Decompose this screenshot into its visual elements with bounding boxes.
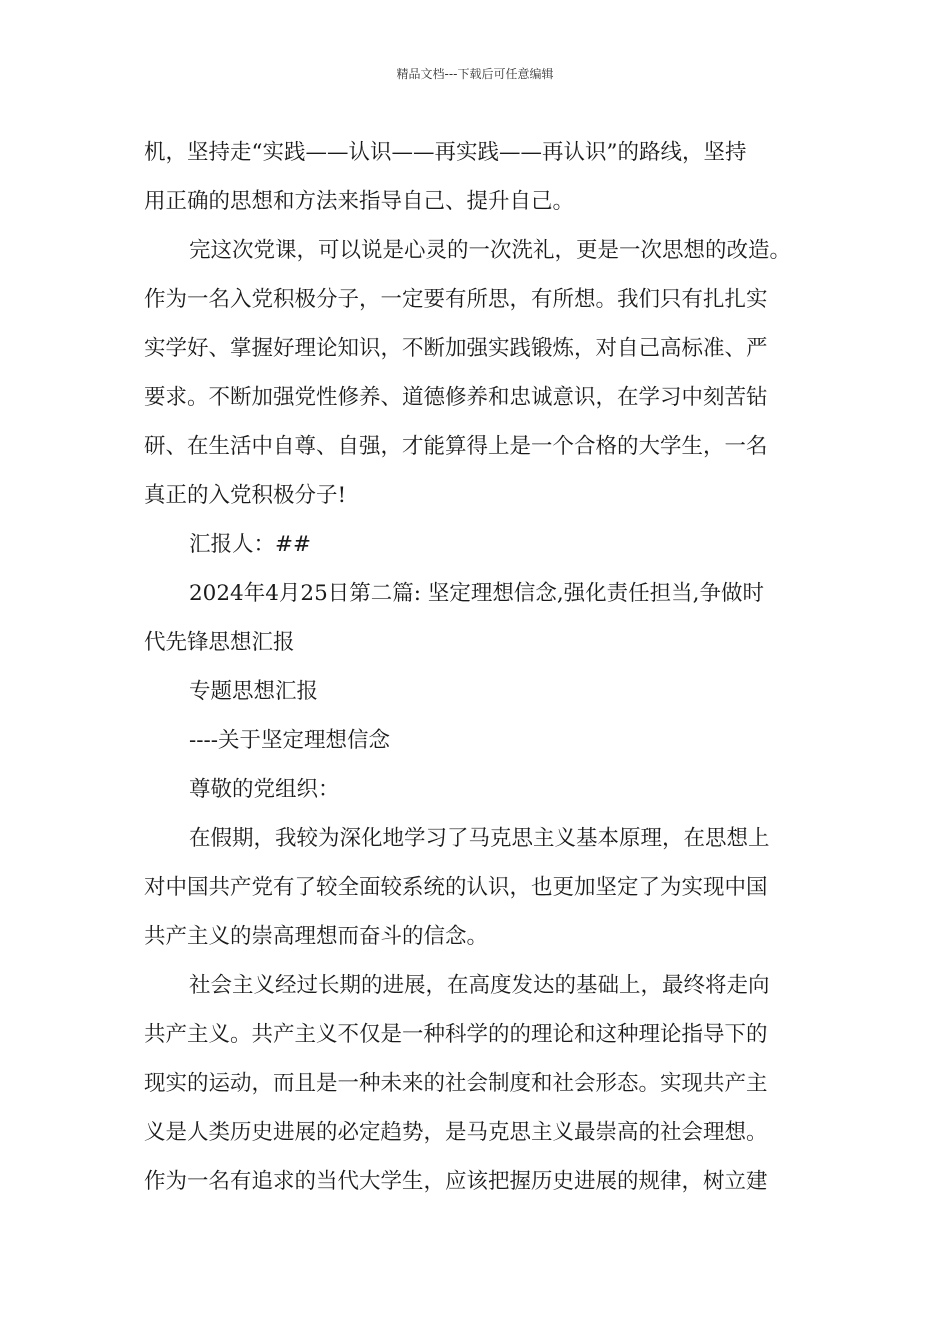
- text-line-16: 对中国共产党有了较全面较系统的认识，也更加坚定了为实现中国: [144, 875, 768, 900]
- text-line-4: 作为一名入党积极分子，一定要有所思，有所想。我们只有扎扎实: [144, 287, 768, 312]
- page-header: 精品文档---下载后可任意编辑: [396, 67, 554, 81]
- text-line-17: 共产主义的崇高理想而奋斗的信念。: [144, 924, 489, 949]
- text-line-2: 用正确的思想和方法来指导自己、提升自己。: [144, 189, 575, 214]
- text-line-18: 社会主义经过长期的进展，在高度发达的基础上，最终将走向: [189, 973, 770, 998]
- text-line-8: 真正的入党积极分子!: [144, 483, 347, 508]
- text-line-7: 研、在生活中自尊、自强，才能算得上是一个合格的大学生，一名: [144, 434, 768, 459]
- section-title: 专题思想汇报: [189, 679, 319, 704]
- text-line-21: 义是人类历史进展的必定趋势，是马克思主义最崇高的社会理想。: [144, 1120, 768, 1145]
- text-line-20: 现实的运动，而且是一种未来的社会制度和社会形态。实现共产主: [144, 1071, 768, 1096]
- text-line-3: 完这次党课，可以说是心灵的一次洗礼，更是一次思想的改造。: [189, 238, 792, 263]
- text-line-15: 在假期，我较为深化地学习了马克思主义基本原理，在思想上: [189, 826, 770, 851]
- text-line-19: 共产主义。共产主义不仅是一种科学的的理论和这种理论指导下的: [144, 1022, 768, 1047]
- section-subtitle: ----关于坚定理想信念: [189, 728, 391, 753]
- document-body: [144, 128, 812, 1206]
- text-line-6: 要求。不断加强党性修养、道德修养和忠诚意识，在学习中刻苦钻: [144, 385, 768, 410]
- salutation: 尊敬的党组织：: [189, 777, 340, 802]
- date-title-line: 2024年4月25日第二篇: 坚定理想信念,强化责任担当,争做时: [189, 581, 765, 606]
- title-continuation-line: 代先锋思想汇报: [144, 630, 295, 655]
- reporter-line: 汇报人：##: [189, 532, 312, 557]
- text-line-22: 作为一名有追求的当代大学生，应该把握历史进展的规律，树立建: [144, 1169, 768, 1194]
- text-line-5: 实学好、掌握好理论知识，不断加强实践锻炼，对自己高标准、严: [144, 336, 768, 361]
- text-line-1: 机，坚持走“实践——认识——再实践——再认识”的路线，坚持: [144, 140, 747, 165]
